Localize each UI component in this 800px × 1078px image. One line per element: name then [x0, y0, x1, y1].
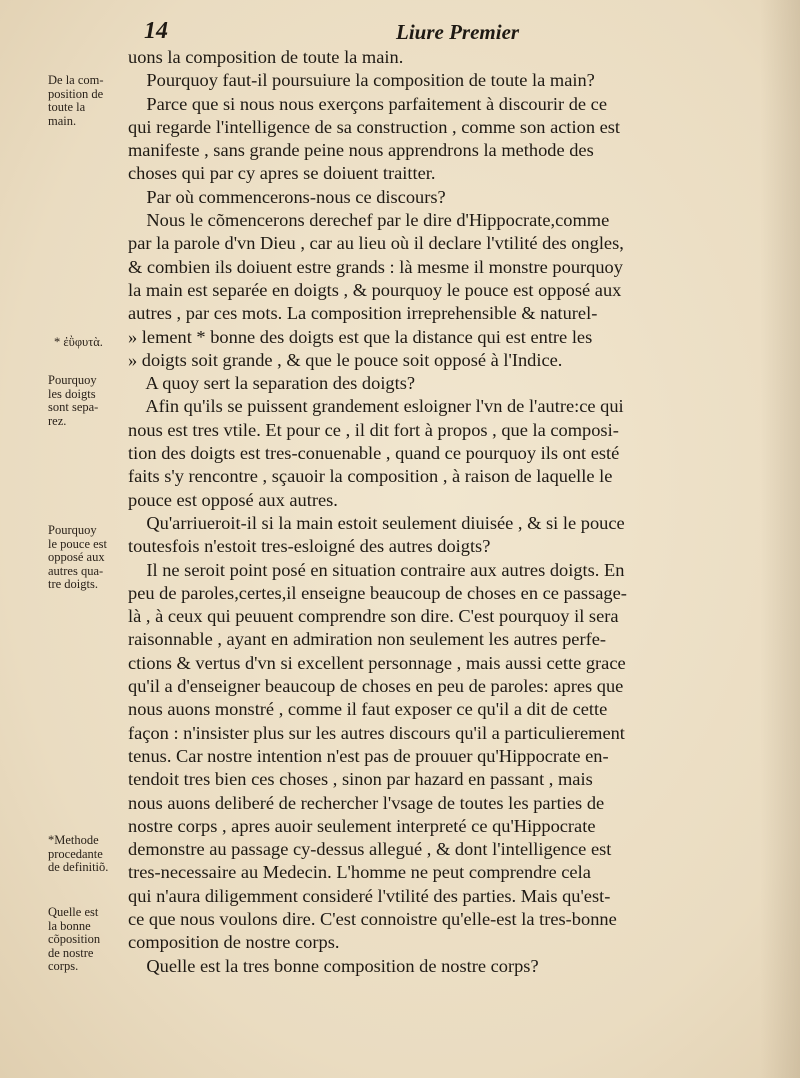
text-line: là , à ceux qui peuuent comprendre son dire. C'est pourquoy il sera [128, 606, 619, 627]
margin-note-line: autres qua- [48, 563, 104, 578]
text-line: » lement * bonne des doigts est que la distance qui est entre les [128, 326, 593, 347]
text-line: peu de paroles,certes,il enseigne beaucoup de choses en ce passage- [128, 582, 627, 603]
text-line: la main est separée en doigts , & pourquoy le pouce est opposé aux [128, 279, 622, 300]
text-line: Quelle est la tres bonne composition de nostre corps? [128, 955, 539, 976]
text-line: qui n'aura diligemment consideré l'vtilité des parties. Mais qu'est- [128, 885, 611, 906]
text-line: Pourquoy faut-il poursuiure la composition de toute la main? [128, 70, 595, 91]
text-line: ctions & vertus d'vn si excellent personnage , mais aussi cette grace [128, 652, 626, 673]
text-line: tion des doigts est tres-conuenable , quand ce pourquoy ils ont esté [128, 443, 620, 464]
text-line: choses qui par cy apres se doiuent traitter. [128, 163, 436, 184]
text-line: nostre corps , apres auoir seulement interpreté ce qu'Hippocrate [128, 815, 596, 836]
text-line: faits s'y rencontre , sçauoir la composition , à raison de laquelle le [128, 466, 613, 487]
margin-note-line: procedante [48, 846, 103, 861]
page-number: 14 [144, 18, 168, 44]
margin-note-line: De la com- [48, 73, 104, 87]
text-line: qui regarde l'intelligence de sa construction , comme son action est [128, 116, 621, 137]
text-line: Par où commencerons-nous ce discours? [128, 186, 446, 207]
body-text [128, 46, 768, 978]
text-line: tenus. Car nostre intention n'est pas de prouuer qu'Hippocrate en- [128, 745, 609, 766]
text-line: nous auons deliberé de rechercher l'vsage de toutes les parties de [128, 792, 605, 813]
margin-note-method [48, 834, 132, 875]
margin-note-fingers-separated [48, 374, 132, 428]
text-line: tres-necessaire au Medecin. L'homme ne peut comprendre cela [128, 862, 591, 883]
margin-note-line: le pouce est [48, 536, 108, 551]
text-line: Nous le cõmencerons derechef par le dire d'Hippocrate,comme [128, 210, 610, 231]
text-line: raisonnable , ayant en admiration non seulement les autres perfe- [128, 629, 606, 650]
margin-note-line: Pourquoy [48, 523, 97, 537]
margin-note-composition [48, 74, 132, 128]
margin-note-line: la bonne [48, 918, 91, 933]
text-line: qu'il a d'enseigner beaucoup de choses en peu de paroles: apres que [128, 676, 624, 697]
margin-note-line: toute la [48, 100, 86, 114]
margin-note-line: les doigts [48, 386, 96, 401]
margin-note-line: de nostre [48, 945, 94, 960]
text-line: par la parole d'vn Dieu , car au lieu où il declare l'vtilité des ongles, [128, 233, 624, 254]
margin-note-greek [54, 336, 138, 350]
text-line: Parce que si nous nous exerçons parfaitement à discourir de ce [128, 93, 608, 114]
margin-note-line: opposé aux [48, 550, 105, 564]
margin-note-line: position de [48, 86, 104, 101]
margin-note-line: corps. [48, 959, 79, 973]
text-line: demonstre au passage cy-dessus allegué , & dont l'intelligence est [128, 839, 612, 860]
margin-note-line: rez. [48, 413, 67, 428]
page-header [144, 14, 744, 44]
margin-note-line: de definitiõ. [48, 860, 109, 874]
text-line: pouce est opposé aux autres. [128, 489, 338, 510]
margin-note-line: *Methode [48, 833, 99, 847]
text-line: Il ne seroit point posé en situation contraire aux autres doigts. En [128, 559, 625, 580]
text-line: ce que nous voulons dire. C'est connoistre qu'elle-est la tres-bonne [128, 908, 617, 929]
text-line: » doigts soit grande , & que le pouce soit opposé à l'Indice. [128, 349, 563, 370]
margin-note-line: Pourquoy [48, 373, 97, 387]
margin-note-line: main. [48, 113, 77, 128]
text-line: Afin qu'ils se puissent grandement esloigner l'vn de l'autre:ce qui [128, 396, 624, 417]
text-line: toutesfois n'estoit tres-esloigné des autres doigts? [128, 536, 491, 557]
text-line: façon : n'insister plus sur les autres discours qu'il a particulierement [128, 722, 625, 743]
running-title: Liure Premier [396, 20, 520, 44]
text-line: composition de nostre corps. [128, 932, 340, 953]
margin-note-thumb-opposed [48, 524, 132, 592]
text-line: A quoy sert la separation des doigts? [128, 373, 416, 394]
margin-note-good-composition [48, 906, 132, 974]
text-line: nous auons monstré , comme il faut exposer ce qu'il a dit de cette [128, 699, 608, 720]
text-line: autres , par ces mots. La composition irreprehensible & naturel- [128, 303, 598, 324]
text-line: uons la composition de toute la main. [128, 47, 404, 67]
text-line: manifeste , sans grande peine nous apprendrons la methode des [128, 140, 594, 161]
text-line: nous est tres vtile. Et pour ce , il dit fort à propos , que la composi- [128, 419, 619, 440]
text-line: tendoit tres bien ces choses , sinon par hazard en passant , mais [128, 769, 593, 790]
margin-note-line: tre doigts. [48, 577, 98, 591]
margin-note-line: Quelle est [48, 905, 99, 919]
margin-note-line: * ἐῢφυτὰ. [54, 335, 103, 349]
margin-note-line: sont sepa- [48, 400, 99, 414]
text-line: Qu'arriueroit-il si la main estoit seulement diuisée , & si le pouce [128, 512, 625, 533]
margin-note-line: cõposition [48, 932, 101, 946]
text-line: & combien ils doiuent estre grands : là mesme il monstre pourquoy [128, 256, 623, 277]
